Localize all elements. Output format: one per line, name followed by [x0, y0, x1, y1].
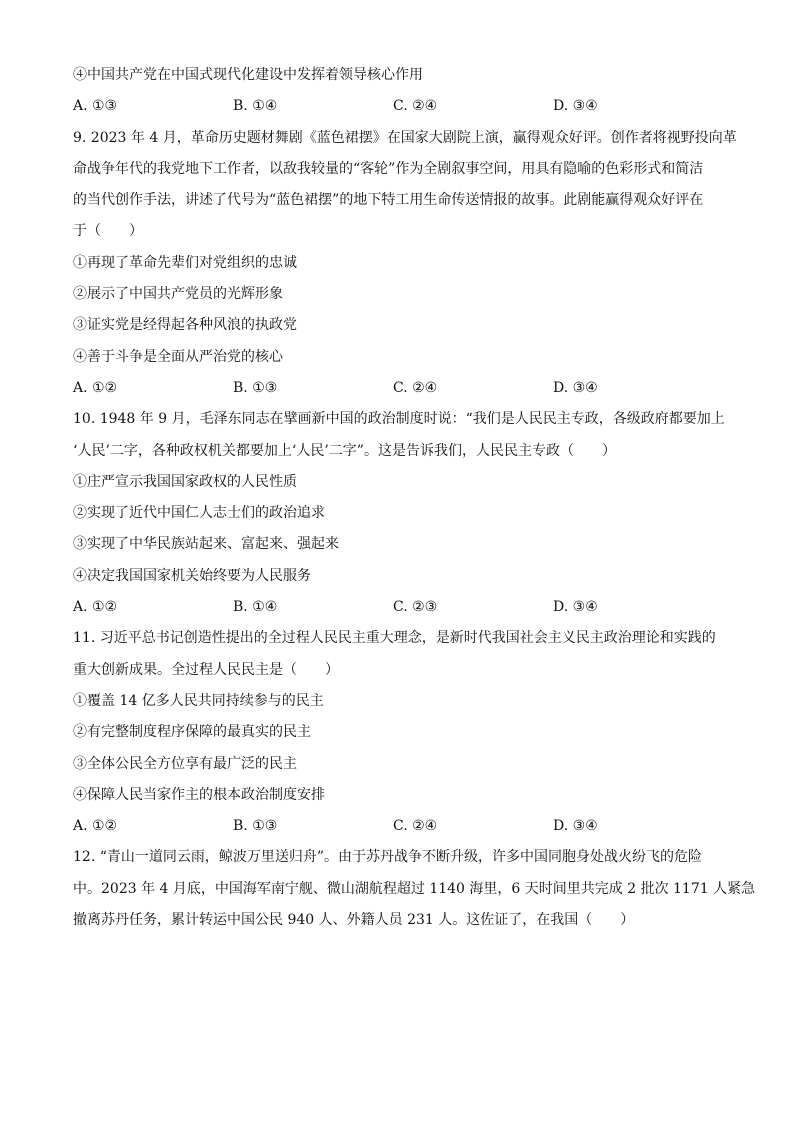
q10-option-c: C. ②③	[393, 599, 438, 616]
q10-item-1: ①庄严宣示我国国家政权的人民性质	[73, 473, 297, 490]
q11-item-2: ②有完整制度程序保障的最真实的民主	[73, 724, 311, 741]
q11-option-b: B. ①③	[233, 818, 278, 835]
q9-item-2: ②展示了中国共产党员的光辉形象	[73, 286, 283, 303]
q9-stem-line-3: 的当代创作手法，讲述了代号为“蓝色裙摆”的地下特工用生命传送情报的故事。此剧能赢得观众好评在	[73, 192, 704, 209]
q8-option-c: C. ②④	[393, 98, 438, 115]
q9-stem-line-1: 9. 2023 年 4 月，革命历史题材舞剧《蓝色裙摆》在国家大剧院上演，赢得观众好评。创作者将视野投向革	[73, 129, 737, 146]
q12-stem-line-1: 12. “青山一道同云雨，鲸波万里送归舟”。由于苏丹战争不断升级，许多中国同胞身处战火纷飞的危险	[73, 849, 703, 866]
exam-page	[73, 60, 756, 936]
q10-stem-line-1: 10. 1948 年 9 月，毛泽东同志在擘画新中国的政治制度时说：“我们是人民民主专政，各级政府都要加上	[73, 411, 725, 428]
q11-item-4: ④保障人民当家作主的根本政治制度安排	[73, 786, 325, 803]
q9-item-4: ④善于斗争是全面从严治党的核心	[73, 348, 283, 365]
q10-stem-line-2: ‘人民’二字，各种政权机关都要加上‘人民’二字”。这是告诉我们，人民民主专政（ ）	[73, 442, 616, 459]
q10-option-b: B. ①④	[233, 599, 278, 616]
q10-options	[73, 592, 723, 623]
q9-option-b: B. ①③	[233, 379, 278, 396]
q9-stem-line-2: 命战争年代的我党地下工作者，以敌我较量的“客轮”作为全剧叙事空间，用具有隐喻的色彩形式和简洁	[73, 160, 704, 177]
q11-item-3: ③全体公民全方位享有最广泛的民主	[73, 755, 297, 772]
q10-option-a: A. ①②	[73, 599, 118, 616]
q10-item-2: ②实现了近代中国仁人志士们的政治追求	[73, 505, 325, 522]
q9-item-1: ①再现了革命先辈们对党组织的忠诚	[73, 254, 297, 271]
q11-stem-line-2: 重大创新成果。全过程人民民主是（ ）	[73, 661, 339, 678]
q12-stem-line-3: 撤离苏丹任务，累计转运中国公民 940 人、外籍人员 231 人。这佐证了，在我国（ ）	[73, 912, 635, 929]
q8-option-d: D. ③④	[553, 98, 598, 115]
q9-item-3: ③证实党是经得起各种风浪的执政党	[73, 317, 297, 334]
q8-options	[73, 91, 723, 122]
q10-item-4: ④决定我国国家机关始终要为人民服务	[73, 567, 311, 584]
q11-options	[73, 811, 723, 842]
q9-options	[73, 373, 723, 404]
q11-option-a: A. ①②	[73, 818, 118, 835]
q10-item-3: ③实现了中华民族站起来、富起来、强起来	[73, 536, 339, 553]
q8-option-b: B. ①④	[233, 98, 278, 115]
q9-option-d: D. ③④	[553, 379, 598, 396]
q12-stem-line-2: 中。2023 年 4 月底，中国海军南宁舰、微山湖航程超过 1140 海里，6 天时间里共完成 2 批次 1171 人紧急	[73, 880, 756, 897]
q9-stem-line-4: 于（ ）	[73, 223, 143, 240]
q8-option-a: A. ①③	[73, 98, 118, 115]
q9-option-a: A. ①②	[73, 379, 118, 396]
q11-option-c: C. ②④	[393, 818, 438, 835]
q9-option-c: C. ②④	[393, 379, 438, 396]
q8-item-4: ④中国共产党在中国式现代化建设中发挥着领导核心作用	[73, 67, 423, 83]
q11-stem-line-1: 11. 习近平总书记创造性提出的全过程人民民主重大理念，是新时代我国社会主义民主政治理论和实践的	[73, 630, 716, 647]
q10-option-d: D. ③④	[553, 599, 598, 616]
q11-item-1: ①覆盖 14 亿多人民共同持续参与的民主	[73, 692, 324, 709]
q11-option-d: D. ③④	[553, 818, 598, 835]
